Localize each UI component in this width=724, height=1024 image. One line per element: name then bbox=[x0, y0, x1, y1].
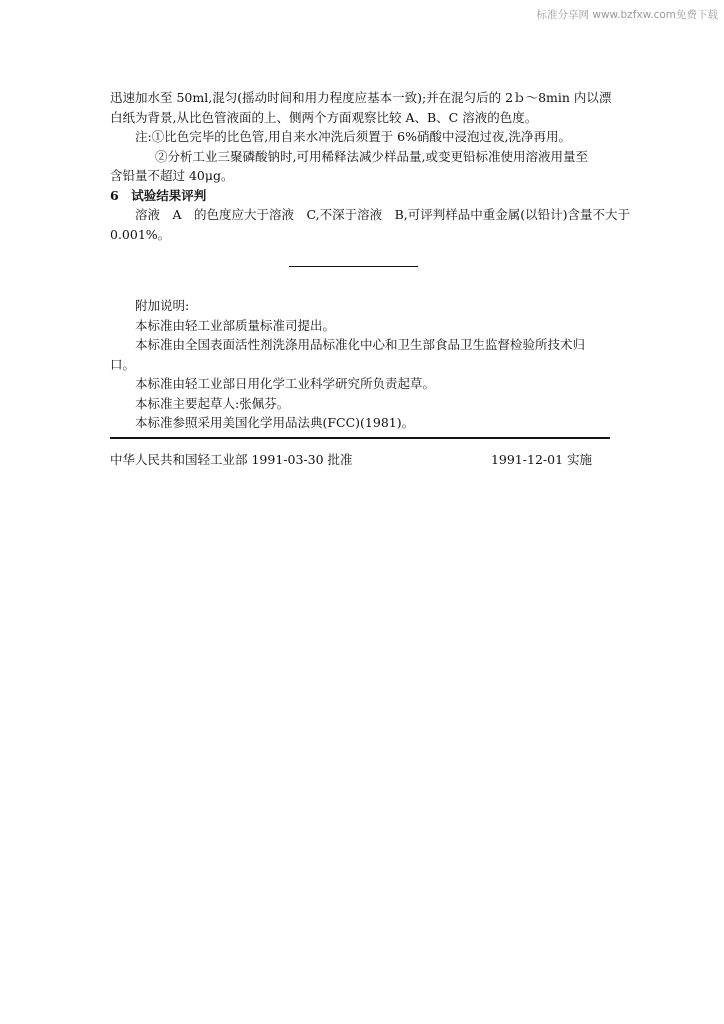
section-heading: 6 试验结果评判 bbox=[110, 187, 207, 203]
note-2: ②分析工业三聚磷酸钠时,可用稀释法减少样品量,或变更铅标准使用溶液用量至 bbox=[155, 148, 588, 164]
body-line: 0.001%。 bbox=[110, 226, 171, 242]
watermark: 标准分享网 www.bzfxw.com免费下载 bbox=[536, 9, 718, 21]
body-line: 溶液 A 的色度应大于溶液 C,不深于溶液 B,可评判样品中重金属(以铅计)含量不大于 bbox=[135, 207, 631, 222]
footer-rule bbox=[110, 437, 610, 439]
addendum-line: 本标准由全国表面活性剂洗涤用品标准化中心和卫生部食品卫生监督检验所技术归 bbox=[135, 337, 586, 352]
addendum-title: 附加说明: bbox=[135, 298, 190, 313]
addendum-line: 本标准由轻工业部日用化学工业科学研究所负责起草。 bbox=[135, 376, 436, 391]
addendum bbox=[110, 296, 620, 433]
addendum-line: 本标准参照采用美国化学用品法典(FCC)(1981)。 bbox=[135, 415, 415, 430]
body-line: 白纸为背景,从比色管液面的上、侧两个方面观察比较 A、B、C 溶液的色度。 bbox=[110, 109, 538, 125]
addendum-line: 本标准由轻工业部质量标准司提出。 bbox=[135, 317, 336, 333]
body-line: 迅速加水至 50ml,混匀(摇动时间和用力程度应基本一致);并在混匀后的 2ｂ～8min 内以漂 bbox=[110, 90, 612, 105]
body-line: 含铅量不超过 40μg。 bbox=[110, 168, 234, 183]
implementation-date: 1991-12-01 实施 bbox=[490, 452, 592, 467]
addendum-line: 口。 bbox=[110, 356, 136, 372]
note-1: 注:①比色完毕的比色管,用自来水冲洗后须置于 6%硝酸中浸泡过夜,洗净再用。 bbox=[135, 129, 571, 144]
body-text bbox=[110, 88, 631, 244]
footer bbox=[110, 450, 592, 468]
section-separator bbox=[289, 266, 418, 267]
approval-date: 中华人民共和国轻工业部 1991-03-30 批准 bbox=[110, 452, 353, 467]
addendum-line: 本标准主要起草人:张佩芬。 bbox=[135, 395, 290, 411]
